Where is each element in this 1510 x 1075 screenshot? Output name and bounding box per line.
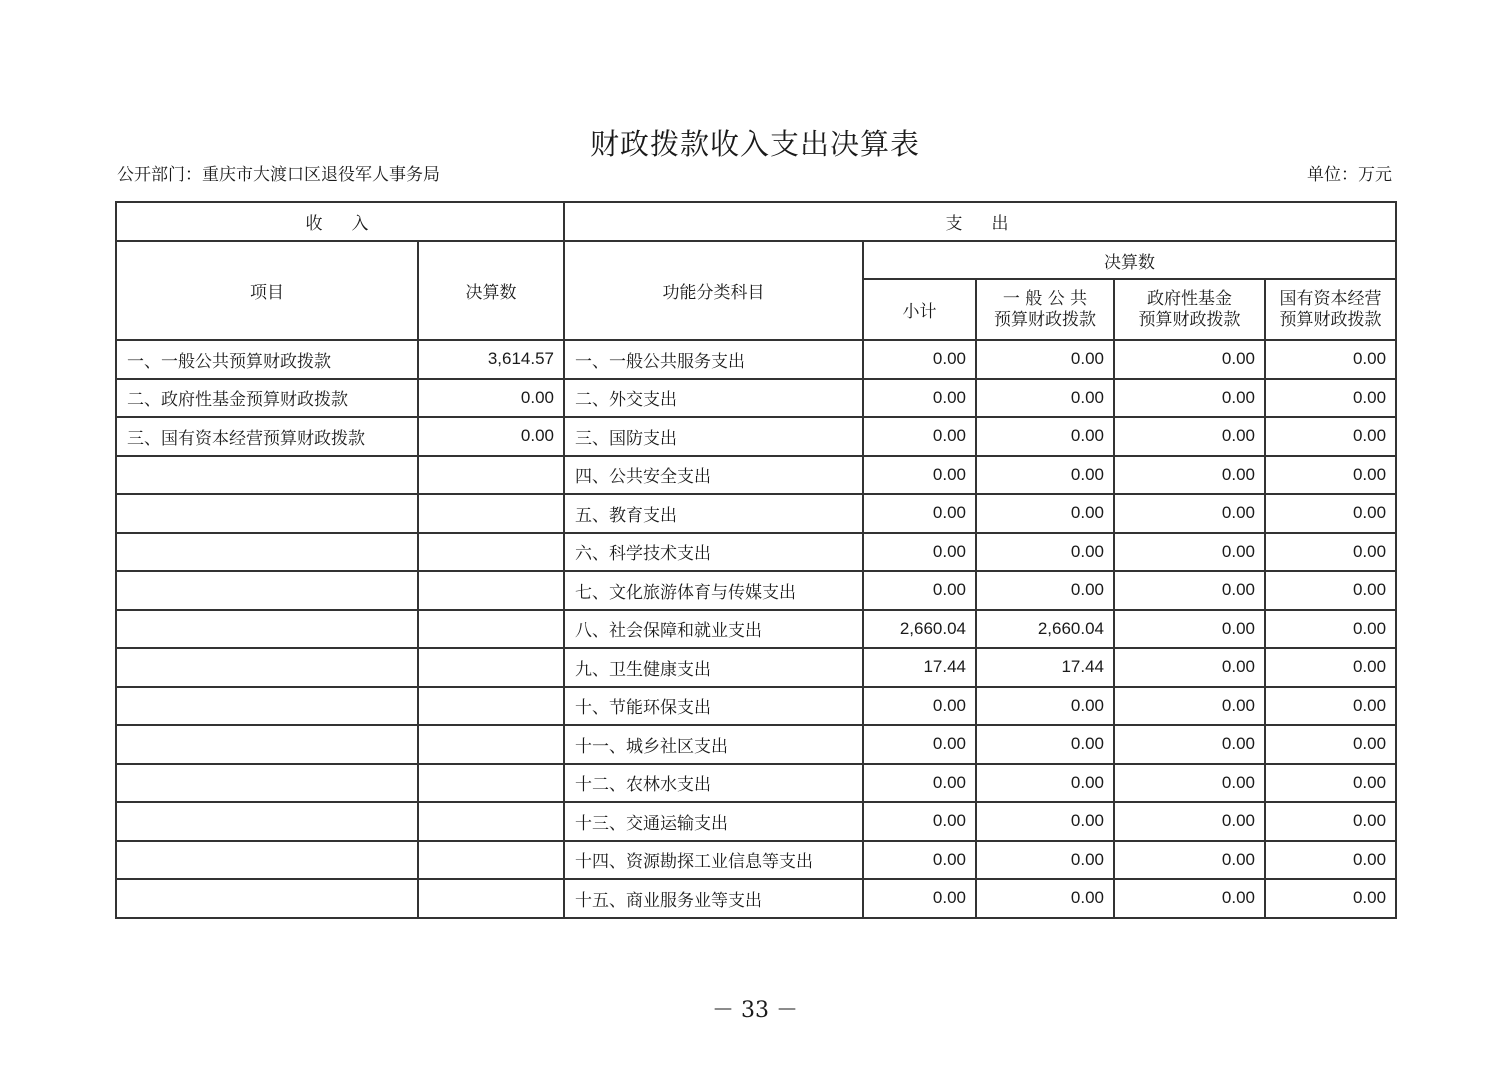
category-column-header: 功能分类科目 [564, 241, 863, 340]
general-budget-cell: 0.00 [976, 725, 1114, 764]
expense-header: 支 出 [564, 202, 1396, 241]
state-capital-cell: 0.00 [1265, 379, 1396, 418]
subtotal-cell: 0.00 [863, 533, 976, 572]
expense-category-cell: 十五、商业服务业等支出 [564, 879, 863, 918]
expense-category-cell: 八、社会保障和就业支出 [564, 610, 863, 649]
subtotal-cell: 2,660.04 [863, 610, 976, 649]
fund-budget-cell: 0.00 [1114, 687, 1265, 726]
fund-budget-cell: 0.00 [1114, 340, 1265, 379]
income-amount-cell [418, 841, 564, 880]
expense-category-cell: 六、科学技术支出 [564, 533, 863, 572]
state-header-line1: 国有资本经营 [1279, 288, 1382, 309]
state-capital-column-header [1265, 279, 1396, 340]
general-budget-cell: 17.44 [976, 648, 1114, 687]
expense-category-cell: 五、教育支出 [564, 494, 863, 533]
income-item-cell: 一、一般公共预算财政拨款 [116, 340, 418, 379]
subtotal-cell: 0.00 [863, 879, 976, 918]
general-budget-cell: 0.00 [976, 456, 1114, 495]
income-amount-cell [418, 456, 564, 495]
income-amount-cell [418, 533, 564, 572]
table-row [116, 725, 1396, 764]
table-row [116, 533, 1396, 572]
general-budget-cell: 2,660.04 [976, 610, 1114, 649]
state-capital-cell: 0.00 [1265, 533, 1396, 572]
income-item-cell: 三、国有资本经营预算财政拨款 [116, 417, 418, 456]
expense-category-cell: 二、外交支出 [564, 379, 863, 418]
expense-category-cell: 七、文化旅游体育与传媒支出 [564, 571, 863, 610]
fund-budget-cell: 0.00 [1114, 879, 1265, 918]
table-row [116, 879, 1396, 918]
state-capital-cell: 0.00 [1265, 725, 1396, 764]
income-amount-cell: 3,614.57 [418, 340, 564, 379]
expense-category-cell: 三、国防支出 [564, 417, 863, 456]
income-amount-cell [418, 648, 564, 687]
expense-category-cell: 十二、农林水支出 [564, 764, 863, 803]
table-row [116, 417, 1396, 456]
expense-category-cell: 十四、资源勘探工业信息等支出 [564, 841, 863, 880]
state-capital-cell: 0.00 [1265, 764, 1396, 803]
department-label: 公开部门：重庆市大渡口区退役军人事务局 [117, 165, 440, 185]
subtotal-cell: 0.00 [863, 571, 976, 610]
expense-category-cell: 一、一般公共服务支出 [564, 340, 863, 379]
state-capital-cell: 0.00 [1265, 648, 1396, 687]
table-row [116, 571, 1396, 610]
table-row [116, 648, 1396, 687]
expense-category-cell: 四、公共安全支出 [564, 456, 863, 495]
general-budget-cell: 0.00 [976, 494, 1114, 533]
general-budget-cell: 0.00 [976, 533, 1114, 572]
subtotal-cell: 0.00 [863, 340, 976, 379]
income-amount-cell [418, 764, 564, 803]
fund-budget-cell: 0.00 [1114, 610, 1265, 649]
subtotal-cell: 0.00 [863, 379, 976, 418]
unit-label: 单位：万元 [1307, 165, 1392, 185]
subtotal-cell: 0.00 [863, 802, 976, 841]
fund-budget-cell: 0.00 [1114, 802, 1265, 841]
general-budget-cell: 0.00 [976, 340, 1114, 379]
income-item-cell [116, 687, 418, 726]
subtotal-cell: 0.00 [863, 456, 976, 495]
subtotal-cell: 0.00 [863, 687, 976, 726]
page-number: － 33 － [712, 998, 798, 1023]
fund-header-line1: 政府性基金 [1147, 288, 1232, 309]
expense-category-cell: 十、节能环保支出 [564, 687, 863, 726]
page-title: 财政拨款收入支出决算表 [589, 127, 920, 161]
income-amount-cell [418, 687, 564, 726]
table-row [116, 841, 1396, 880]
income-amount-cell: 0.00 [418, 379, 564, 418]
income-item-cell [116, 610, 418, 649]
expense-category-cell: 十一、城乡社区支出 [564, 725, 863, 764]
income-amount-cell [418, 610, 564, 649]
income-item-cell [116, 879, 418, 918]
subtotal-cell: 0.00 [863, 494, 976, 533]
fund-budget-cell: 0.00 [1114, 764, 1265, 803]
subtotal-cell: 0.00 [863, 417, 976, 456]
state-header-line2: 预算财政拨款 [1279, 309, 1382, 330]
subtotal-column-header: 小计 [863, 279, 976, 340]
final-amount-header: 决算数 [863, 241, 1396, 279]
fiscal-table [115, 201, 1397, 919]
state-capital-cell: 0.00 [1265, 571, 1396, 610]
general-budget-cell: 0.00 [976, 764, 1114, 803]
general-budget-cell: 0.00 [976, 379, 1114, 418]
fund-budget-cell: 0.00 [1114, 725, 1265, 764]
table-row [116, 687, 1396, 726]
income-item-cell: 二、政府性基金预算财政拨款 [116, 379, 418, 418]
income-item-cell [116, 648, 418, 687]
fund-budget-cell: 0.00 [1114, 571, 1265, 610]
fund-budget-cell: 0.00 [1114, 494, 1265, 533]
general-budget-cell: 0.00 [976, 417, 1114, 456]
fund-header-line2: 预算财政拨款 [1138, 309, 1241, 330]
state-capital-cell: 0.00 [1265, 417, 1396, 456]
general-header-line1: 一 般 公 共 [1002, 288, 1088, 309]
table-row [116, 802, 1396, 841]
fund-budget-cell: 0.00 [1114, 648, 1265, 687]
subtotal-cell: 17.44 [863, 648, 976, 687]
state-capital-cell: 0.00 [1265, 610, 1396, 649]
general-budget-cell: 0.00 [976, 802, 1114, 841]
state-capital-cell: 0.00 [1265, 340, 1396, 379]
expense-category-cell: 十三、交通运输支出 [564, 802, 863, 841]
state-capital-cell: 0.00 [1265, 802, 1396, 841]
general-budget-cell: 0.00 [976, 841, 1114, 880]
general-budget-cell: 0.00 [976, 879, 1114, 918]
income-amount-cell [418, 725, 564, 764]
income-amount-cell [418, 494, 564, 533]
income-item-cell [116, 841, 418, 880]
subtotal-cell: 0.00 [863, 841, 976, 880]
amount-column-header: 决算数 [418, 241, 564, 340]
income-item-cell [116, 533, 418, 572]
income-item-cell [116, 725, 418, 764]
state-capital-cell: 0.00 [1265, 456, 1396, 495]
table-row [116, 456, 1396, 495]
expense-category-cell: 九、卫生健康支出 [564, 648, 863, 687]
subtotal-cell: 0.00 [863, 764, 976, 803]
table-row [116, 494, 1396, 533]
income-amount-cell [418, 879, 564, 918]
income-amount-cell: 0.00 [418, 417, 564, 456]
income-item-cell [116, 571, 418, 610]
income-item-cell [116, 764, 418, 803]
general-budget-column-header [976, 279, 1114, 340]
table-row [116, 764, 1396, 803]
income-amount-cell [418, 571, 564, 610]
table-row [116, 610, 1396, 649]
general-budget-cell: 0.00 [976, 571, 1114, 610]
state-capital-cell: 0.00 [1265, 841, 1396, 880]
fund-budget-cell: 0.00 [1114, 841, 1265, 880]
income-amount-cell [418, 802, 564, 841]
fund-budget-cell: 0.00 [1114, 417, 1265, 456]
income-item-cell [116, 802, 418, 841]
income-item-cell [116, 494, 418, 533]
fund-budget-cell: 0.00 [1114, 379, 1265, 418]
general-budget-cell: 0.00 [976, 687, 1114, 726]
fund-budget-cell: 0.00 [1114, 456, 1265, 495]
item-column-header: 项目 [116, 241, 418, 340]
subtotal-cell: 0.00 [863, 725, 976, 764]
state-capital-cell: 0.00 [1265, 879, 1396, 918]
state-capital-cell: 0.00 [1265, 494, 1396, 533]
table-row [116, 379, 1396, 418]
income-header: 收 入 [116, 202, 564, 241]
fund-budget-cell: 0.00 [1114, 533, 1265, 572]
table-row [116, 340, 1396, 379]
state-capital-cell: 0.00 [1265, 687, 1396, 726]
general-header-line2: 预算财政拨款 [994, 309, 1096, 330]
fund-budget-column-header [1114, 279, 1265, 340]
income-item-cell [116, 456, 418, 495]
